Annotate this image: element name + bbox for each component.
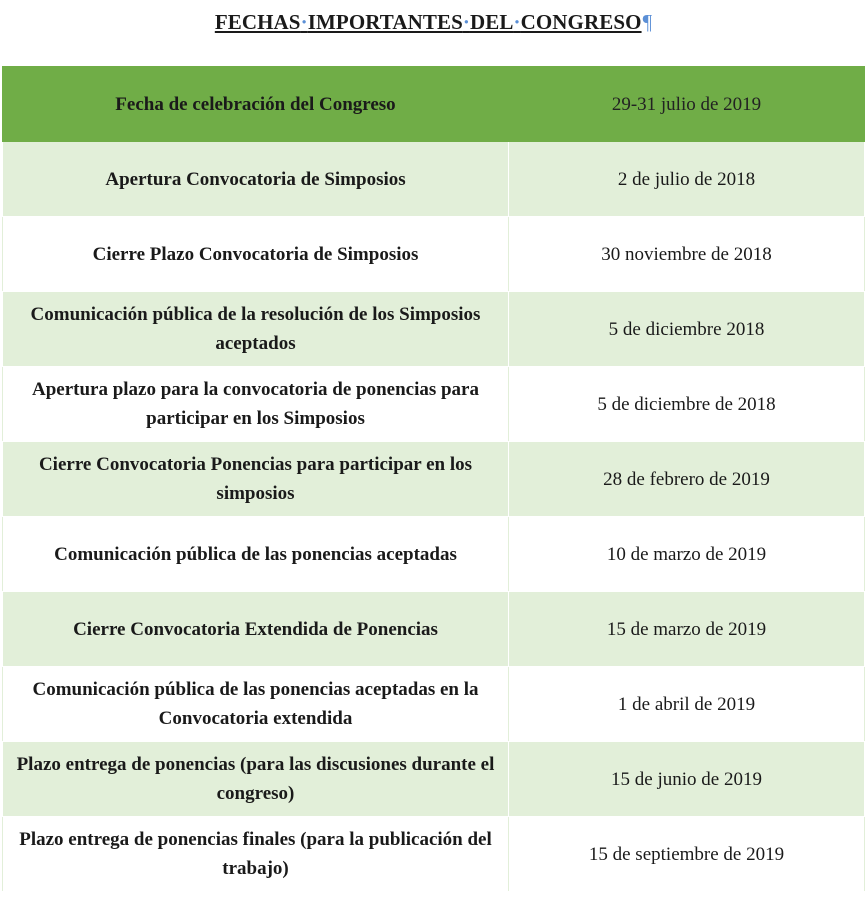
event-cell: Cierre Convocatoria Extendida de Ponencias bbox=[3, 592, 509, 667]
title-word: FECHAS bbox=[214, 10, 301, 34]
space-mark: · bbox=[513, 10, 521, 34]
table-row bbox=[3, 667, 865, 742]
table-row bbox=[3, 67, 865, 142]
event-cell: Fecha de celebración del Congreso bbox=[3, 67, 509, 142]
title-text bbox=[215, 10, 642, 34]
date-cell: 15 de marzo de 2019 bbox=[509, 592, 865, 667]
space-mark: · bbox=[462, 10, 470, 34]
date-cell: 10 de marzo de 2019 bbox=[509, 517, 865, 592]
event-cell: Comunicación pública de la resolución de los Simposios aceptados bbox=[3, 292, 509, 367]
event-cell: Comunicación pública de las ponencias aceptadas bbox=[3, 517, 509, 592]
table-row bbox=[3, 517, 865, 592]
space-mark: · bbox=[300, 10, 308, 34]
document-title bbox=[0, 10, 867, 35]
event-cell: Cierre Plazo Convocatoria de Simposios bbox=[3, 217, 509, 292]
date-cell: 29-31 julio de 2019 bbox=[509, 67, 865, 142]
table-row bbox=[3, 817, 865, 892]
table-row bbox=[3, 292, 865, 367]
date-cell: 28 de febrero de 2019 bbox=[509, 442, 865, 517]
table-row bbox=[3, 142, 865, 217]
title-word: CONGRESO bbox=[520, 10, 642, 34]
date-cell: 1 de abril de 2019 bbox=[509, 667, 865, 742]
pilcrow-mark: ¶ bbox=[642, 10, 653, 34]
event-cell: Apertura Convocatoria de Simposios bbox=[3, 142, 509, 217]
table-row bbox=[3, 367, 865, 442]
date-cell: 5 de diciembre 2018 bbox=[509, 292, 865, 367]
date-cell: 15 de septiembre de 2019 bbox=[509, 817, 865, 892]
event-cell: Comunicación pública de las ponencias aceptadas en la Convocatoria extendida bbox=[3, 667, 509, 742]
date-cell: 5 de diciembre de 2018 bbox=[509, 367, 865, 442]
event-cell: Apertura plazo para la convocatoria de ponencias para participar en los Simposios bbox=[3, 367, 509, 442]
date-cell: 30 noviembre de 2018 bbox=[509, 217, 865, 292]
date-cell: 15 de junio de 2019 bbox=[509, 742, 865, 817]
title-word: DEL bbox=[469, 10, 514, 34]
event-cell: Plazo entrega de ponencias (para las discusiones durante el congreso) bbox=[3, 742, 509, 817]
table-row bbox=[3, 742, 865, 817]
event-cell: Plazo entrega de ponencias finales (para la publicación del trabajo) bbox=[3, 817, 509, 892]
table-row bbox=[3, 592, 865, 667]
table-row bbox=[3, 217, 865, 292]
event-cell: Cierre Convocatoria Ponencias para participar en los simposios bbox=[3, 442, 509, 517]
dates-table bbox=[2, 66, 865, 892]
title-word: IMPORTANTES bbox=[307, 10, 463, 34]
table-row bbox=[3, 442, 865, 517]
date-cell: 2 de julio de 2018 bbox=[509, 142, 865, 217]
